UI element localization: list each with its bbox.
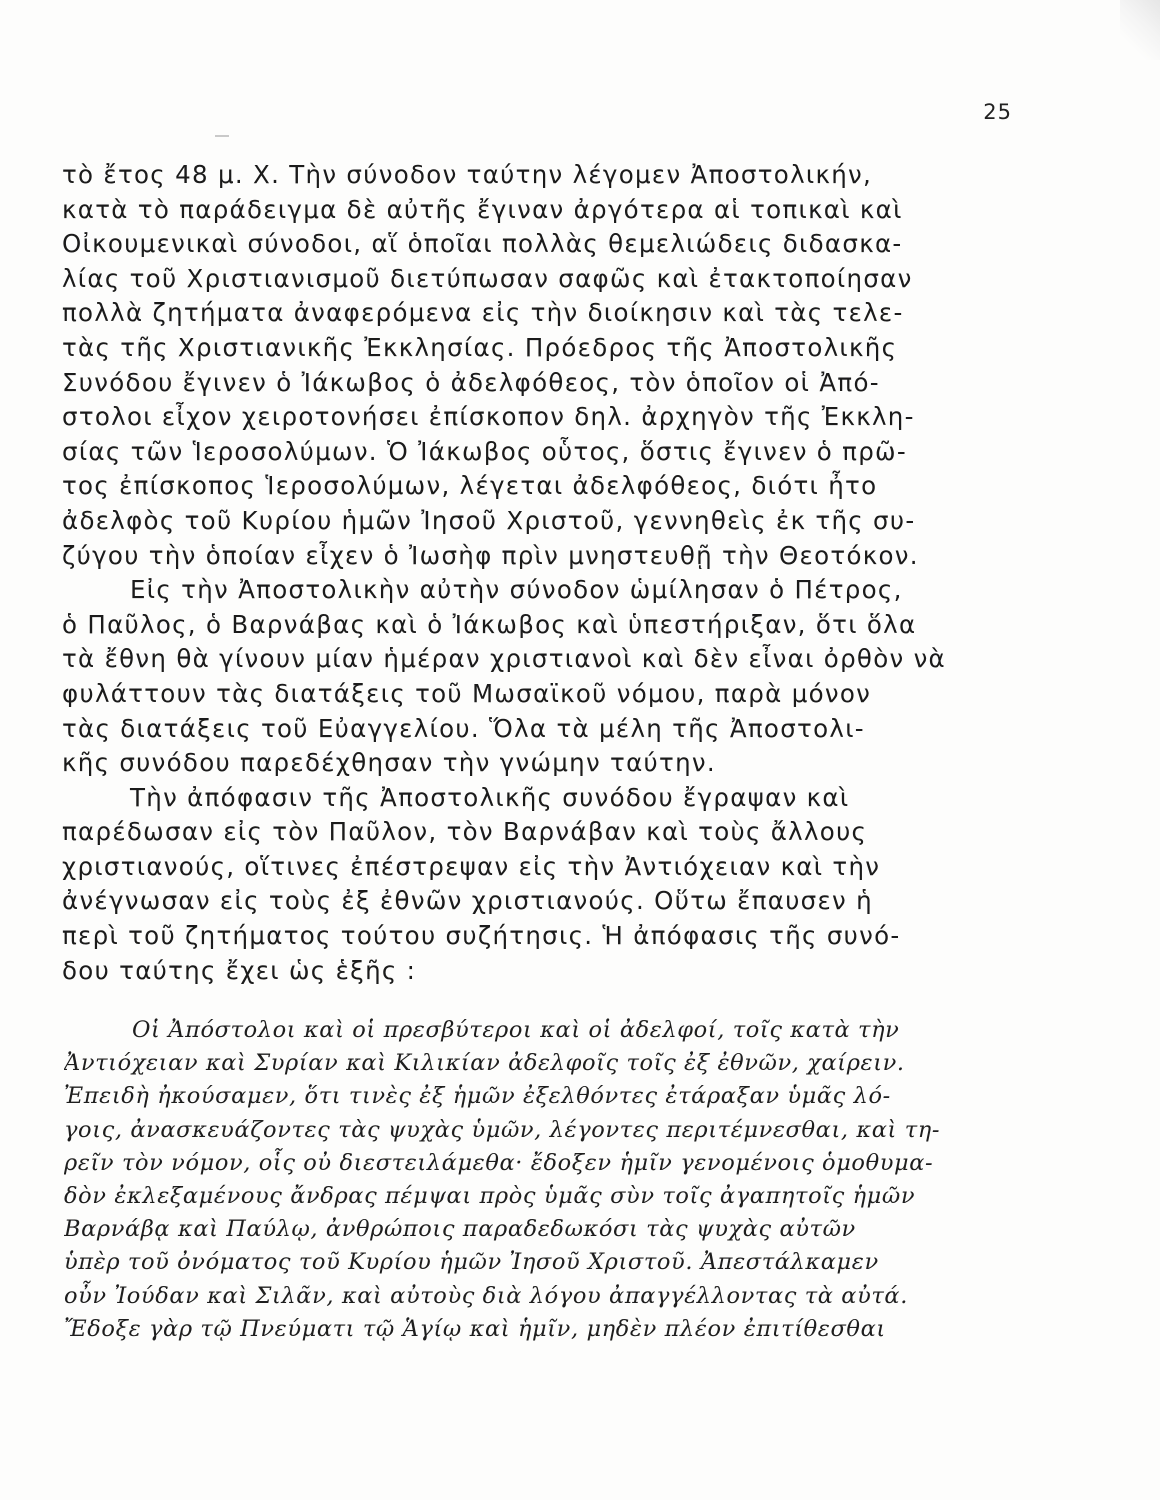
text-line: Συνόδου ἔγινεν ὁ Ἰάκωβος ὁ ἀδελφόθεος, τὸν ὁποῖον οἱ Ἀπό- xyxy=(62,367,880,397)
main-text-block xyxy=(62,158,1032,988)
text-line: τος ἐπίσκοπος Ἱεροσολύμων, λέγεται ἀδελφόθεος, διότι ἦτο xyxy=(62,471,878,501)
text-line: ἀδελφὸς τοῦ Κυρίου ἡμῶν Ἰησοῦ Χριστοῦ, γεννηθεὶς ἐκ τῆς συ- xyxy=(62,505,916,535)
text-line: κῆς συνόδου παρεδέχθησαν τὴν γνώμην ταύτην. xyxy=(62,748,716,778)
text-line: κατὰ τὸ παράδειγμα δὲ αὐτῆς ἔγιναν ἀργότερα αἱ τοπικαὶ καὶ xyxy=(62,194,903,224)
quote-line: ὑπὲρ τοῦ ὀνόματος τοῦ Κυρίου ἡμῶν Ἰησοῦ Χριστοῦ. Ἀπεστάλκαμεν xyxy=(64,1249,879,1276)
quote-line: Ἀντιόχειαν καὶ Συρίαν καὶ Κιλικίαν ἀδελφοῖς τοῖς ἐξ ἐθνῶν, χαίρειν. xyxy=(64,1050,905,1077)
text-line: τὸ ἔτος 48 μ. Χ. Τὴν σύνοδον ταύτην λέγομεν Ἀποστολικήν, xyxy=(62,160,873,189)
quote-line: Ἔδοξε γὰρ τῷ Πνεύματι τῷ Ἁγίῳ καὶ ἡμῖν, μηδὲν πλέον ἐπιτίθεσθαι xyxy=(64,1315,886,1342)
text-line: ἀνέγνωσαν εἰς τοὺς ἐξ ἐθνῶν χριστιανούς. Οὕτω ἔπαυσεν ἡ xyxy=(62,886,873,916)
quoted-letter-block xyxy=(64,1014,1034,1346)
text-line: Τὴν ἀπόφασιν τῆς Ἀποστολικῆς συνόδου ἔγραψαν καὶ xyxy=(130,782,850,812)
text-line: φυλάττουν τὰς διατάξεις τοῦ Μωσαϊκοῦ νόμου, παρὰ μόνον xyxy=(62,678,872,708)
text-line: στολοι εἶχον χειροτονήσει ἐπίσκοπον δηλ. ἀρχηγὸν τῆς Ἐκκλη- xyxy=(62,402,915,432)
text-line: περὶ τοῦ ζητήματος τούτου συζήτησις. Ἡ ἀπόφασις τῆς συνό- xyxy=(62,921,901,951)
quote-line: γοις, ἀνασκευάζοντες τὰς ψυχὰς ὑμῶν, λέγοντες περιτέμνεσθαι, καὶ τη- xyxy=(64,1116,941,1143)
text-line: τὰς διατάξεις τοῦ Εὐαγγελίου. Ὅλα τὰ μέλη τῆς Ἀποστολι- xyxy=(62,713,865,743)
text-line: λίας τοῦ Χριστιανισμοῦ διετύπωσαν σαφῶς καὶ ἐτακτοποίησαν xyxy=(62,263,913,293)
text-line: ζύγου τὴν ὁποίαν εἶχεν ὁ Ἰωσὴφ πρὶν μνηστευθῇ τὴν Θεοτόκον. xyxy=(62,540,919,570)
page-number: 25 xyxy=(983,100,1012,124)
quote-line: οὖν Ἰούδαν καὶ Σιλᾶν, καὶ αὐτοὺς διὰ λόγου ἀπαγγέλλοντας τὰ αὐτά. xyxy=(64,1282,908,1309)
quote-line: Οἱ Ἀπόστολοι καὶ οἱ πρεσβύτεροι καὶ οἱ ἀδελφοί, τοῖς κατὰ τὴν xyxy=(132,1017,900,1043)
text-line: τὰ ἔθνη θὰ γίνουν μίαν ἡμέραν χριστιανοὶ καὶ δὲν εἶναι ὀρθὸν νὰ xyxy=(62,644,947,674)
text-line: σίας τῶν Ἱεροσολύμων. Ὁ Ἰάκωβος οὗτος, ὅστις ἔγινεν ὁ πρῶ- xyxy=(62,436,908,466)
text-line: Οἰκουμενικαὶ σύνοδοι, αἵ ὁποῖαι πολλὰς θεμελιώδεις διδασκα- xyxy=(62,229,903,259)
quote-line: δὸν ἐκλεξαμένους ἄνδρας πέμψαι πρὸς ὑμᾶς σὺν τοῖς ἀγαπητοῖς ἡμῶν xyxy=(64,1182,916,1209)
text-line: δου ταύτης ἔχει ὡς ἑξῆς : xyxy=(62,955,417,985)
quote-line: ρεῖν τὸν νόμον, οἷς οὐ διεστειλάμεθα· ἔδοξεν ἡμῖν γενομένοις ὁμοθυμα- xyxy=(64,1149,934,1176)
text-line: τὰς τῆς Χριστιανικῆς Ἐκκλησίας. Πρόεδρος τῆς Ἀποστολικῆς xyxy=(62,332,898,362)
text-line: χριστιανούς, οἵτινες ἐπέστρεψαν εἰς τὴν Ἀντιόχειαν καὶ τὴν xyxy=(62,851,881,881)
text-line: Εἰς τὴν Ἀποστολικὴν αὐτὴν σύνοδον ὡμίλησαν ὁ Πέτρος, xyxy=(130,575,903,605)
page-corner-shadow xyxy=(1120,0,1160,60)
quote-line: Ἐπειδὴ ἠκούσαμεν, ὅτι τινὲς ἐξ ἡμῶν ἐξελθόντες ἐτάραξαν ὑμᾶς λό- xyxy=(64,1083,891,1110)
quote-line: Βαρνάβᾳ καὶ Παύλῳ, ἀνθρώποις παραδεδωκόσι τὰς ψυχὰς αὐτῶν xyxy=(64,1216,856,1243)
text-line: πολλὰ ζητήματα ἀναφερόμενα εἰς τὴν διοίκησιν καὶ τὰς τελε- xyxy=(62,298,904,328)
scan-speck xyxy=(215,135,229,137)
text-line: παρέδωσαν εἰς τὸν Παῦλον, τὸν Βαρνάβαν καὶ τοὺς ἄλλους xyxy=(62,817,868,847)
text-line: ὁ Παῦλος, ὁ Βαρνάβας καὶ ὁ Ἰάκωβος καὶ ὑπεστήριξαν, ὅτι ὅλα xyxy=(62,609,917,639)
